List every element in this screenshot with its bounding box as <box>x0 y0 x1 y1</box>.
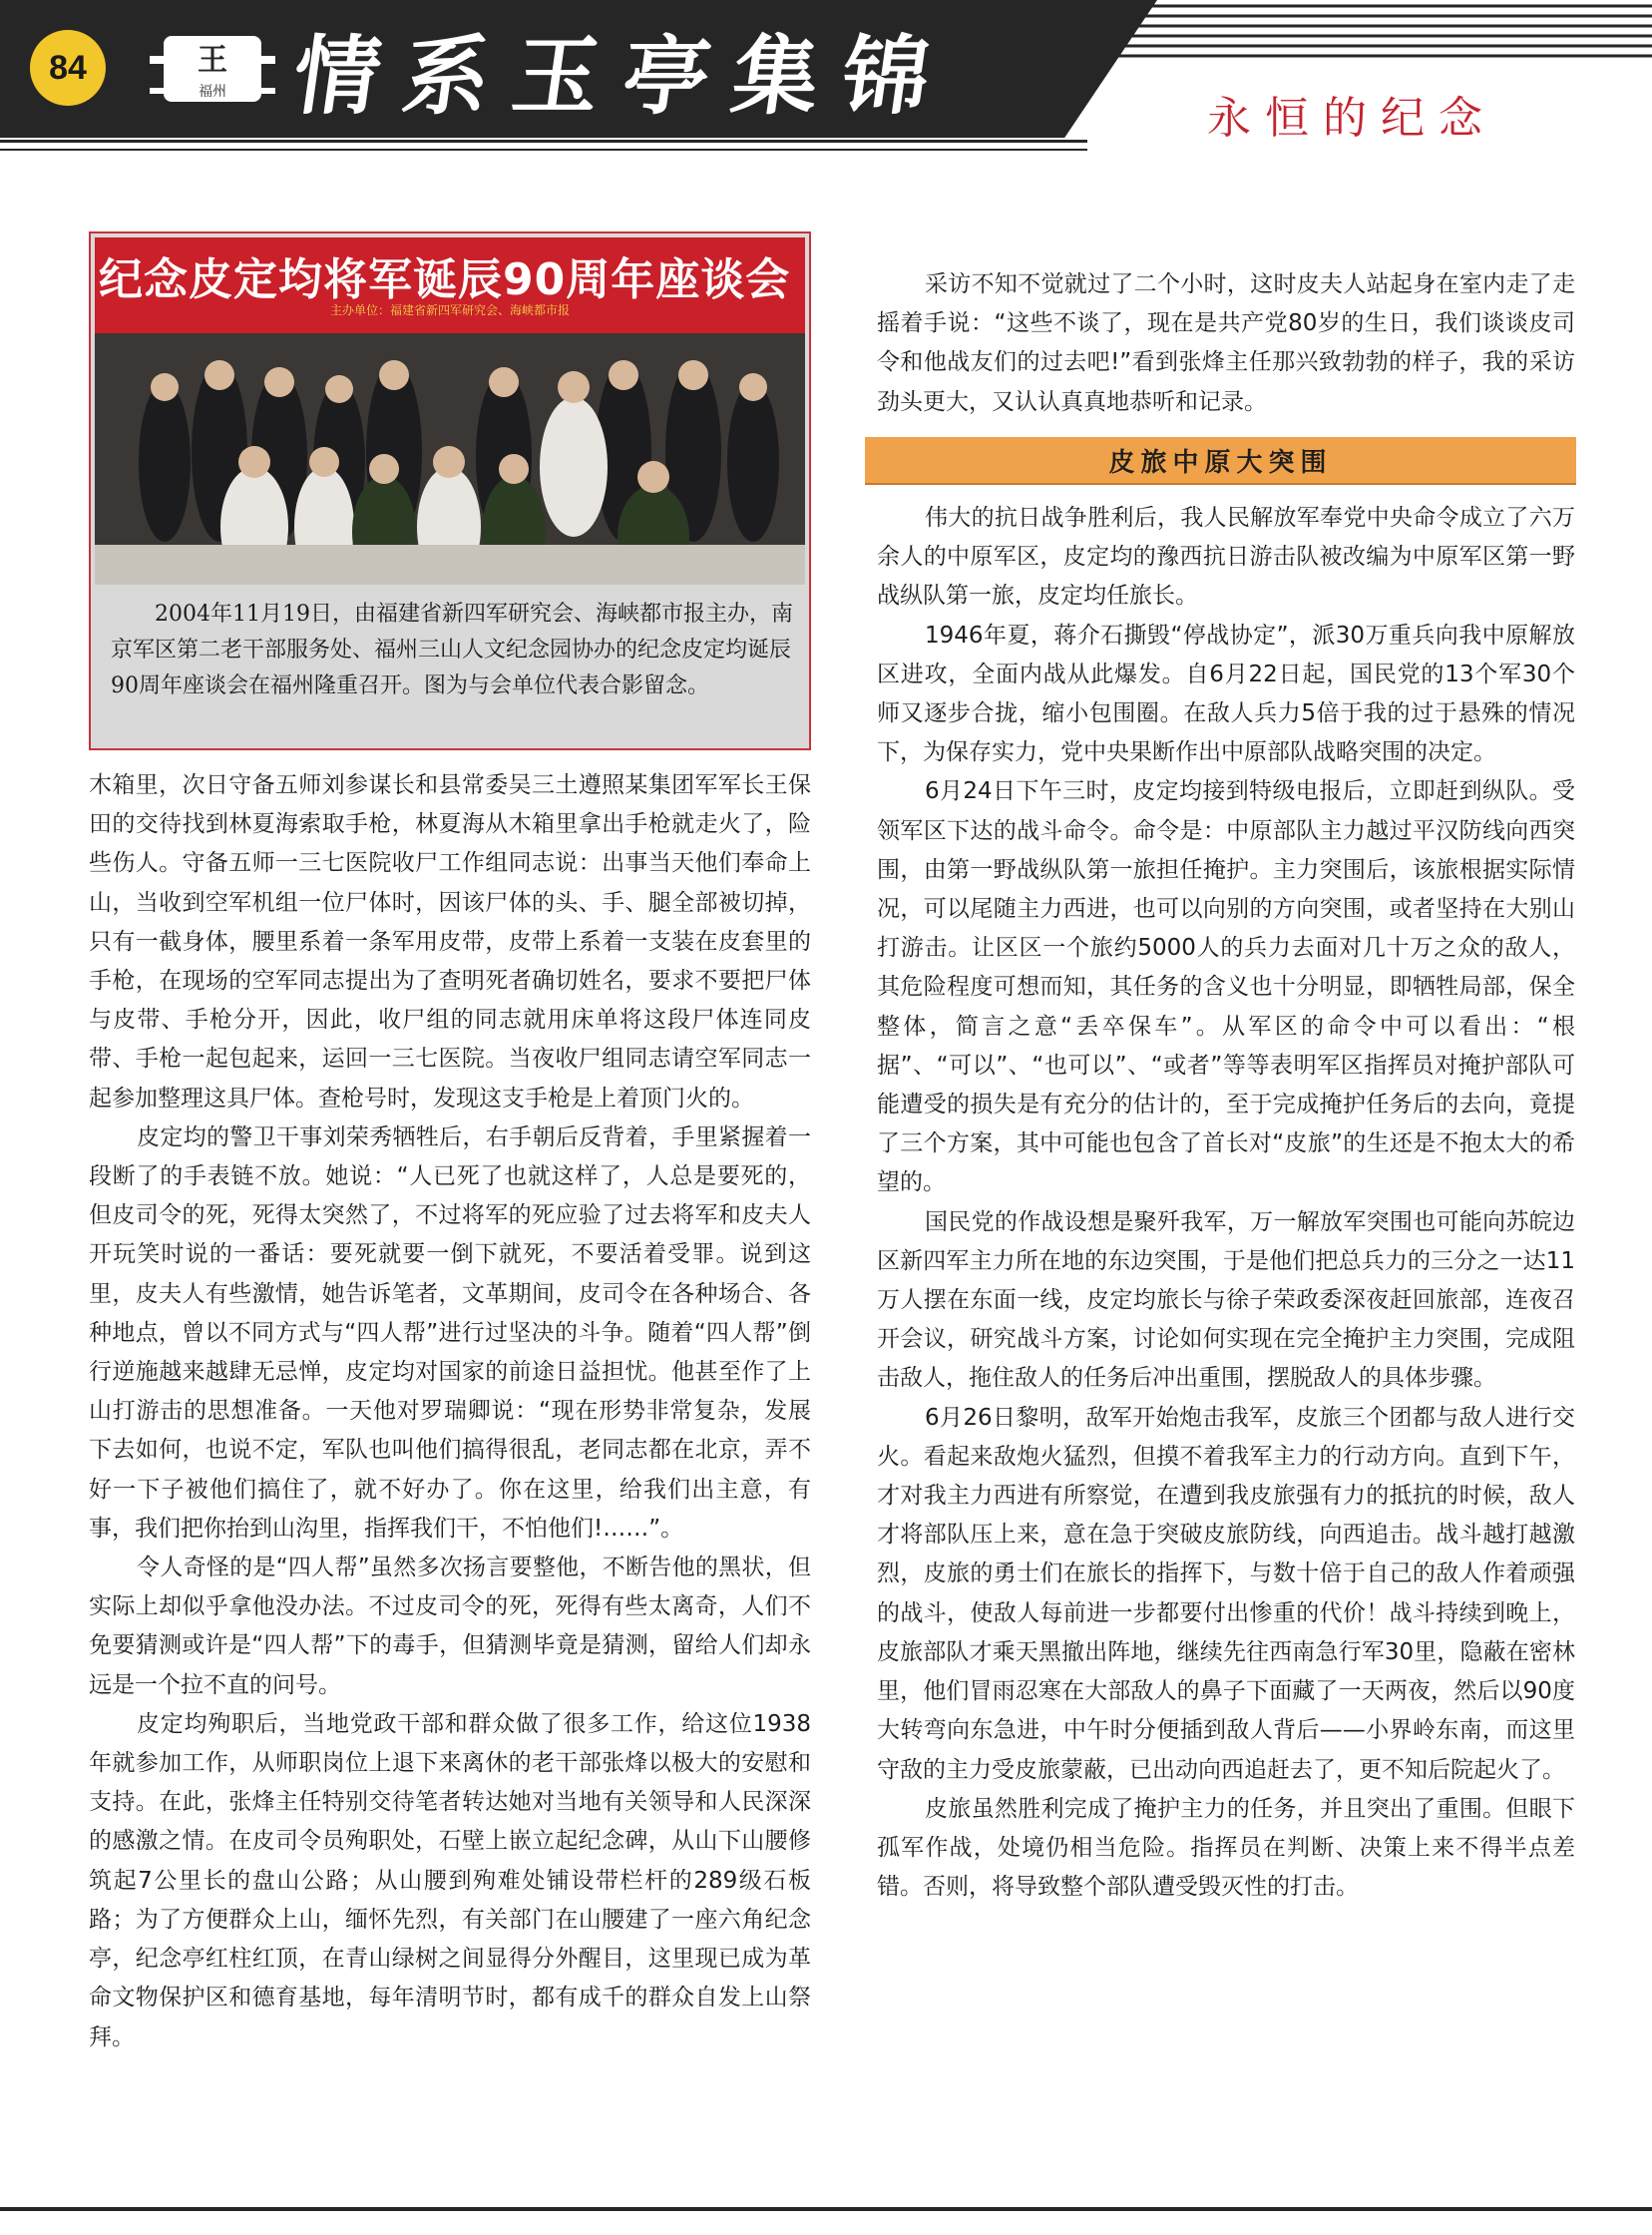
paragraph: 1946年夏，蒋介石撕毁“停战协定”，派30万重兵向我中原解放区进攻，全面内战从此爆发。自6月22日起，国民党的13个军30个师又逐步合拢，缩小包围圈。在敌人兵力5倍于我的过于悬殊的情况下，为保存实力，党中央果断作出中原部队战略突围的决定。 <box>877 622 1575 766</box>
photo-caption: 2004年11月19日，由福建省新四军研究会、海峡都市报主办，南京军区第二老干部服务处、福州三山人文纪念园协办的纪念皮定均诞辰90周年座谈会在福州隆重召开。图为与会单位代表合影留念。 <box>111 602 793 698</box>
paragraph: 令人奇怪的是“四人帮”虽然多次扬言要整他，不断告他的黑状，但实际上却似乎拿他没办法。不过皮司令的死，死得有些太离奇，人们不免要猜测或许是“四人帮”下的毒手，但猜测毕竟是猜测，留给人们却永远是一个拉不直的问号。 <box>89 1555 811 1698</box>
paragraph: 6月24日下午三时，皮定均接到特级电报后，立即赶到纵队。受领军区下达的战斗命令。命令是：中原部队主力越过平汉防线向西突围，由第一野战纵队第一旅担任掩护。主力突围后，该旅根据实际情况，可以尾随主力西进，也可以向别的方向突围，或者坚持在大别山打游击。让区区一个旅约5000人的兵力去面对几十万之众的敌人，其危险程度可想而知，其任务的含义也十分明显，即牺牲局部，保全整体，简言之意“丢卒保车”。从军区的命令中可以看出：“根据”、“可以”、“也可以”、“或者”等等表明军区指挥员对掩护部队可能遭受的损失是有充分的估计的，至于完成掩护任务后的去向，竟提了三个方案，其中可能也包含了首长对“皮旅”的生还是不抱太大的希望的。 <box>877 778 1575 1196</box>
banner-subtext: 主办单位：福建省新四军研究会、海峡都市报 <box>329 303 570 317</box>
right-column <box>877 499 1575 1907</box>
paragraph: 皮定均殉职后，当地党政干部和群众做了很多工作，给这位1938年就参加工作，从师职岗位上退下来离休的老干部张烽以极大的安慰和支持。在此，张烽主任特别交待笔者转达她对当地有关领导和人民深深的感激之情。在皮司令员殉职处，石壁上嵌立起纪念碑，从山下山腰修筑起7公里长的盘山公路；从山腰到殉难处铺设带栏杆的289级石板路；为了方便群众上山，缅怀先烈，有关部门在山腰建了一座六角纪念亭，纪念亭红柱红顶，在青山绿树之间显得分外醒目，这里现已成为革命文物保护区和德育基地，每年清明节时，都有成千的群众自发上山祭拜。 <box>89 1710 811 2050</box>
group-figures <box>95 237 805 585</box>
paragraph: 国民党的作战设想是聚歼我军，万一解放军突围也可能向苏皖边区新四军主力所在地的东边突围，于是他们把总兵力的三分之一达11万人摆在东面一线，皮定均旅长与徐子荣政委深夜赶回旅部，连夜召开会议，研究战斗方案，讨论如何实现在完全掩护主力突围，完成阻击敌人，拖住敌人的任务后冲出重围，摆脱敌人的具体步骤。 <box>877 1208 1575 1392</box>
left-column <box>89 766 811 2057</box>
paragraph: 木箱里，次日守备五师刘参谋长和县常委吴三土遵照某集团军军长王保田的交待找到林夏海索取手枪，林夏海从木箱里拿出手枪就走火了，险些伤人。守备五师一三七医院收尸工作组同志说：出事当天他们奉命上山，当收到空军机组一位尸体时，因该尸体的头、手、腿全部被切掉，只有一截身体，腰里系着一条军用皮带，皮带上系着一支装在皮套里的手枪，在现场的空军同志提出为了查明死者确切姓名，要求不要把尸体与皮带、手枪分开，因此，收尸组的同志就用床单将这段尸体连同皮带、手枪一起包起来，运回一三七医院。当夜收尸组同志请空军同志一起参加整理这具尸体。查枪号时，发现这支手枪是上着顶门火的。 <box>89 772 811 1112</box>
group-photo <box>95 237 805 585</box>
paragraph: 采访不知不觉就过了二个小时，这时皮夫人站起身在室内走了走摇着手说：“这些不谈了，现在是共产党80岁的生日，我们谈谈皮司令和他战友们的过去吧!”看到张烽主任那兴致勃勃的样子，我的采访劲头更大，又认认真真地恭听和记录。 <box>877 271 1575 415</box>
header-rule <box>0 140 1087 151</box>
footer-rule <box>0 2207 1652 2211</box>
section-heading: 皮旅中原大突围 <box>865 437 1576 485</box>
banner-text: 纪念皮定均将军诞辰90周年座谈会 <box>99 254 791 305</box>
header-stripes <box>1033 0 1652 72</box>
paragraph: 皮定均的警卫干事刘荣秀牺牲后，右手朝后反背着，手里紧握着一段断了的手表链不放。她说：“人已死了也就这样了，人总是要死的，但皮司令的死，死得太突然了，不过将军的死应验了过去将军和皮夫人开玩笑时说的一番话：要死就要一倒下就死，不要活着受罪。说到这里，皮夫人有些激情，她告诉笔者，文革期间，皮司令在各种场合、各种地点，曾以不同方式与“四人帮”进行过坚决的斗争。随着“四人帮”倒行逆施越来越肆无忌惮，皮定均对国家的前途日益担忧。他甚至作了上山打游击的思想准备。一天他对罗瑞卿说：“现在形势非常复杂，发展下去如何，也说不定，军队也叫他们搞得很乱，老同志都在北京，弄不好一下子被他们搞住了，就不好办了。你在这里，给我们出主意，有事，我们把你抬到山沟里，指挥我们干，不怕他们!……”。 <box>89 1123 811 1542</box>
paragraph: 伟大的抗日战争胜利后，我人民解放军奉党中央命令成立了六万余人的中原军区，皮定均的豫西抗日游击队被改编为中原军区第一野战纵队第一旅，皮定均任旅长。 <box>877 505 1575 610</box>
magazine-logo <box>150 26 275 112</box>
magazine-title: 情系玉亭集锦 <box>286 26 961 127</box>
paragraph: 6月26日黎明，敌军开始炮击我军，皮旅三个团都与敌人进行交火。看起来敌炮火猛烈，但摸不着我军主力的行动方向。直到下午，才对我主力西进有所察觉，在遭到我皮旅强有力的抵抗的时候，敌人才将部队压上来，意在急于突破皮旅防线，向西追击。战斗越打越激烈，皮旅的勇士们在旅长的指挥下，与数十倍于自己的敌人作着顽强的战斗，使敌人每前进一步都要付出惨重的代价！战斗持续到晚上，皮旅部队才乘天黑撤出阵地，继续先往西南急行军30里，隐蔽在密林里，他们冒雨忍寒在大部敌人的鼻子下面藏了一天两夜，然后以90度大转弯向东急进，中午时分便插到敌人背后——小界岭东南，而这里守敌的主力受皮旅蒙蔽，已出动向西追赶去了，更不知后院起火了。 <box>877 1404 1575 1783</box>
logo-char: 王 <box>198 43 227 78</box>
right-column-intro <box>877 265 1575 422</box>
column-title: 永恒的纪念 <box>1207 93 1496 144</box>
photo-floor <box>95 545 805 585</box>
page-number: 84 <box>30 30 106 106</box>
paragraph: 皮旅虽然胜利完成了掩护主力的任务，并且突出了重围。但眼下孤军作战，处境仍相当危险。指挥员在判断、决策上来不得半点差错。否则，将导致整个部队遭受毁灭性的打击。 <box>877 1795 1575 1901</box>
photo-box <box>89 231 811 750</box>
logo-sub: 福州 <box>199 84 226 100</box>
